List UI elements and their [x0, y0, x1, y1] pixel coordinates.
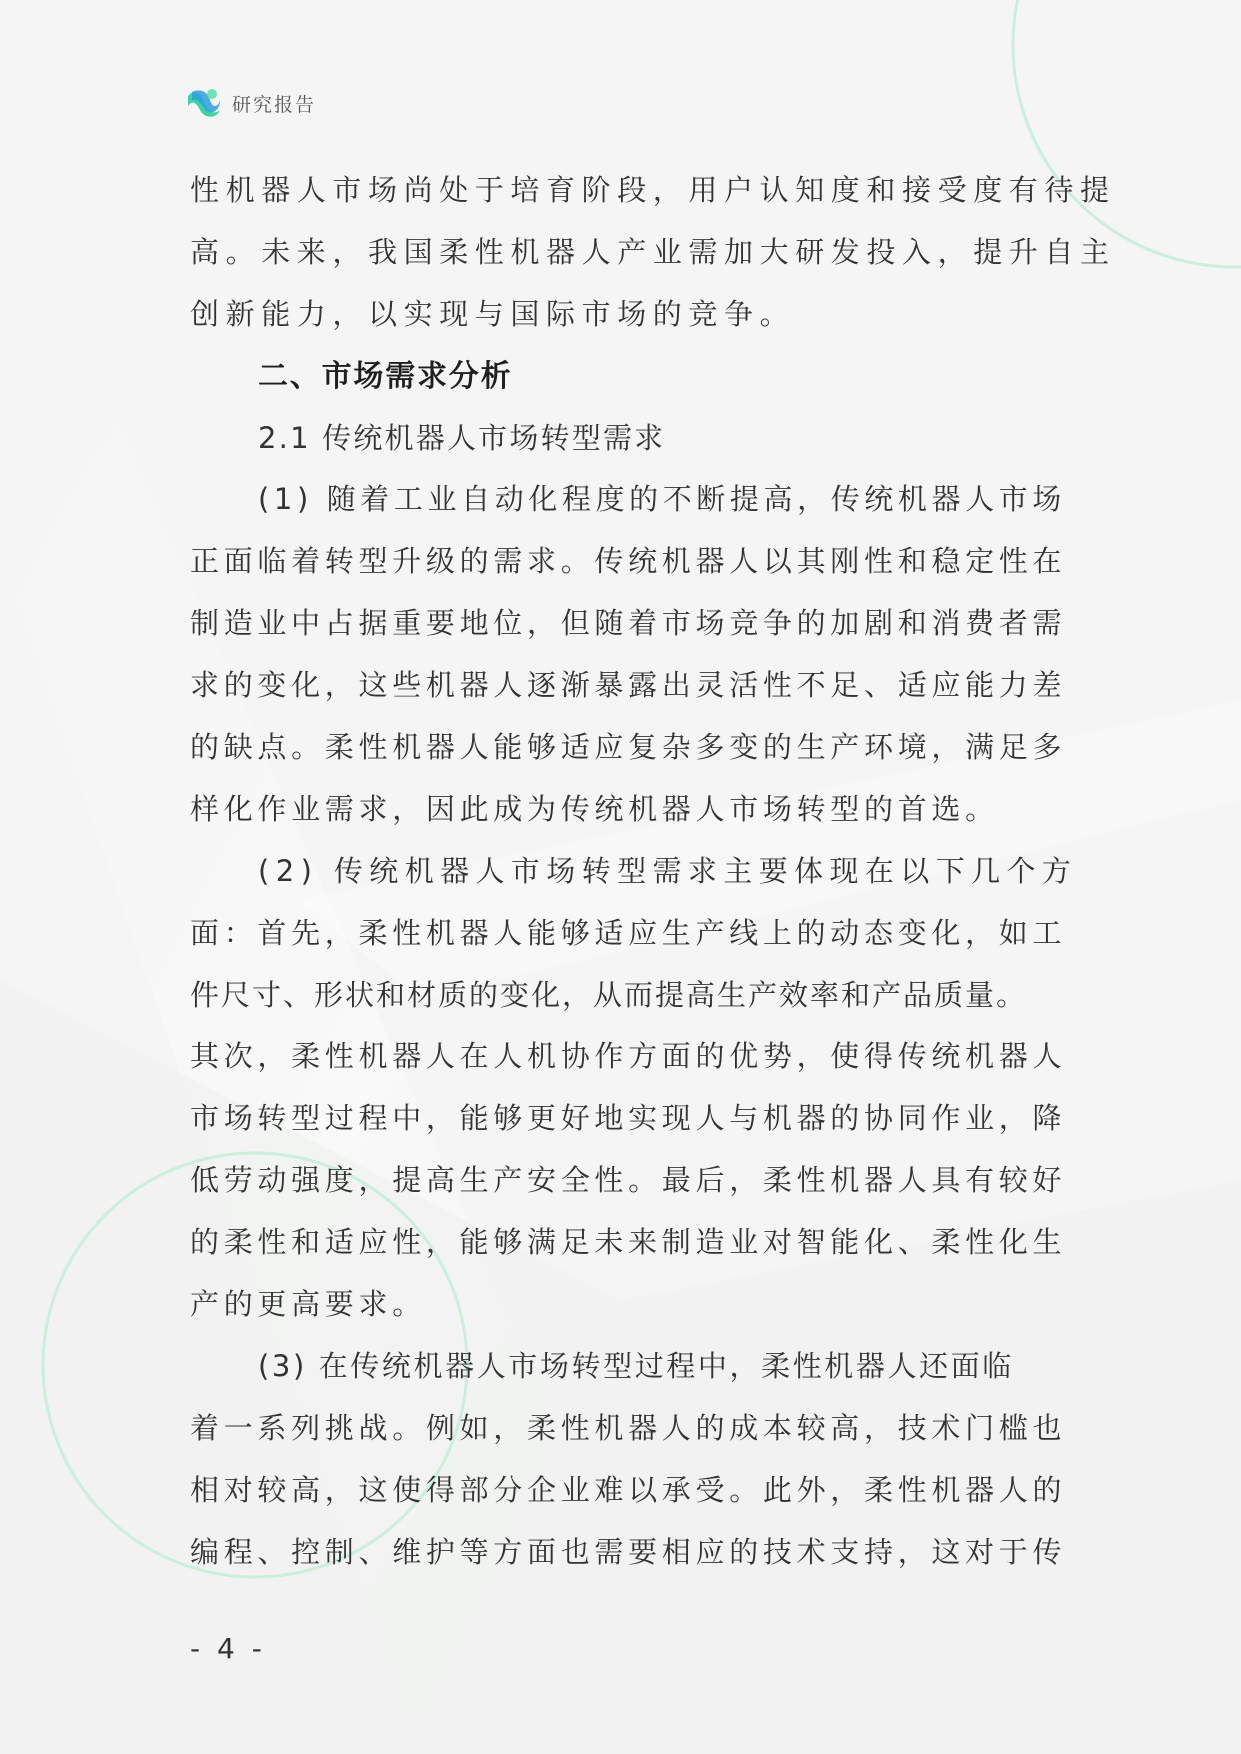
body-line: 件尺寸、形状和材质的变化，从而提高生产效率和产品质量。: [190, 977, 1028, 1012]
body-line: 的柔性和适应性，能够满足未来制造业对智能化、柔性化生: [190, 1225, 1067, 1260]
body-line: 制造业中占据重要地位，但随着市场竞争的加剧和消费者需: [190, 606, 1067, 641]
body-line: 高。未来，我国柔性机器人产业需加大研发投入，提升自主: [190, 234, 1116, 269]
section-heading: 二、市场需求分析: [258, 358, 513, 394]
page-number: - 4 -: [190, 1632, 266, 1665]
header-title: 研究报告: [232, 93, 317, 116]
body-line: 的缺点。柔性机器人能够适应复杂多变的生产环境，满足多: [190, 730, 1067, 765]
body-line: 性机器人市场尚处于培育阶段，用户认知度和接受度有待提: [190, 173, 1116, 207]
body-line: 产的更高要求。: [190, 1287, 426, 1322]
body-line: 正面临着转型升级的需求。传统机器人以其刚性和稳定性在: [190, 544, 1067, 579]
body-line: 着一系列挑战。例如，柔性机器人的成本较高，技术门槛也: [190, 1410, 1067, 1445]
paragraph-start-3: (3) 在传统机器人市场转型过程中，柔性机器人还面临: [258, 1348, 1014, 1383]
logo-icon: [186, 86, 222, 120]
report-header: [186, 86, 316, 120]
body-line: 其次，柔性机器人在人机协作方面的优势，使得传统机器人: [190, 1039, 1067, 1074]
body-text: [190, 160, 1116, 1583]
body-line: 求的变化，这些机器人逐渐暴露出灵活性不足、适应能力差: [190, 668, 1067, 703]
body-line: 相对较高，这使得部分企业难以承受。此外，柔性机器人的: [190, 1472, 1067, 1507]
body-line: 低劳动强度，提高生产安全性。最后，柔性机器人具有较好: [190, 1163, 1067, 1198]
body-line: 面：首先，柔性机器人能够适应生产线上的动态变化，如工: [190, 915, 1067, 950]
body-line: 编程、控制、维护等方面也需要相应的技术支持，这对于传: [190, 1534, 1067, 1569]
body-line: 市场转型过程中，能够更好地实现人与机器的协同作业，降: [190, 1101, 1067, 1136]
paragraph-start-1: (1) 随着工业自动化程度的不断提高，传统机器人市场: [258, 482, 1066, 517]
paragraph-start-2: (2) 传统机器人市场转型需求主要体现在以下几个方: [258, 853, 1078, 888]
body-line: 创新能力，以实现与国际市场的竞争。: [190, 296, 796, 331]
body-line: 样化作业需求，因此成为传统机器人市场转型的首选。: [190, 791, 999, 826]
subsection-heading: 2.1 传统机器人市场转型需求: [258, 420, 666, 455]
